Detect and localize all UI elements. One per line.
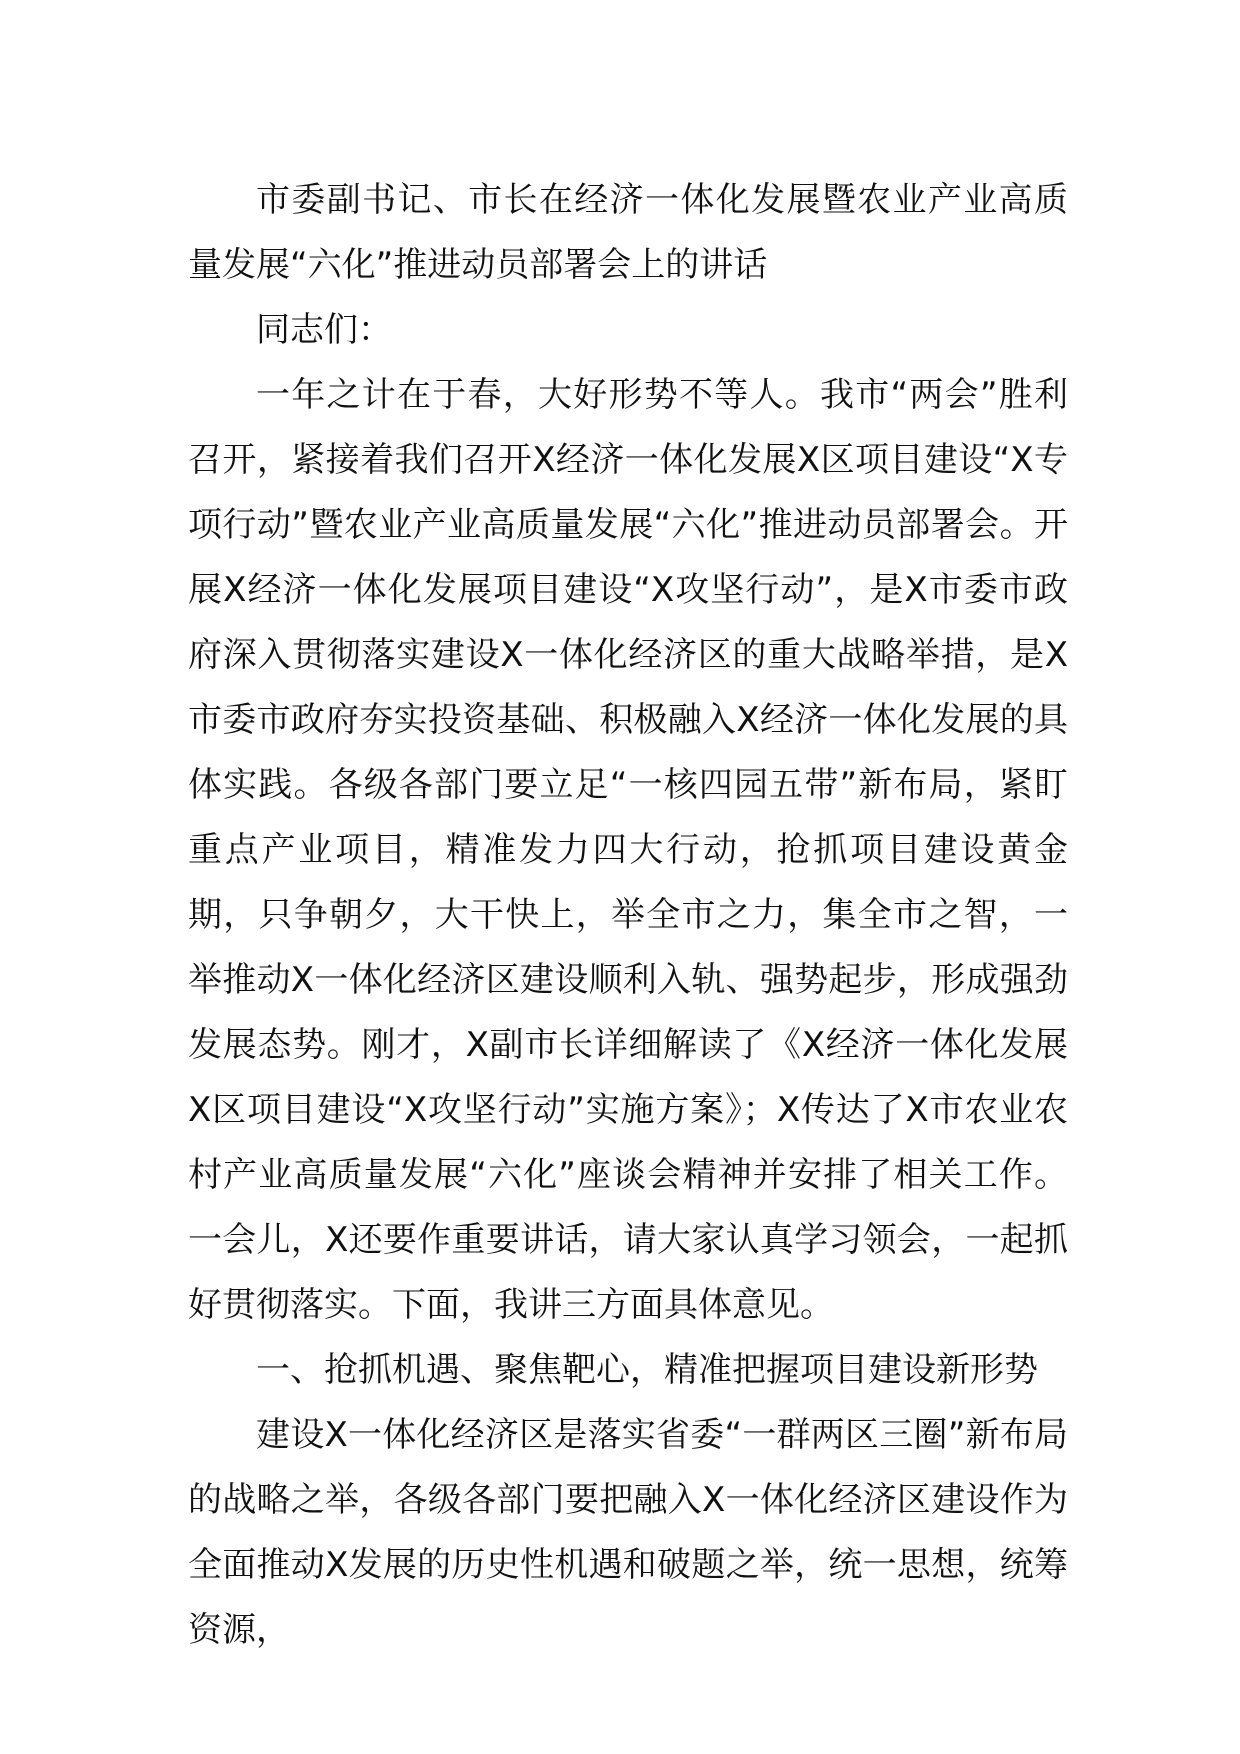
body-paragraph-opening: 一年之计在于春，大好形势不等人。我市“两会”胜利召开，紧接着我们召开X经济一体化发展X区项目建设“X专项行动”暨农业产业高质量发展“六化”推进动员部署会。开展X经济一体化发展项目建设“X攻坚行动”，是X市委市政府深入贯彻落实建设X一体化经济区的重大战略举措，是X市委市政府夯实投资基础、积极融入X经济一体化发展的具体实践。各级各部门要立足“一核四园五带”新布局，紧盯重点产业项目，精准发力四大行动，抢抓项目建设黄金期，只争朝夕，大干快上，举全市之力，集全市之智，一举推动X一体化经济区建设顺利入轨、强势起步，形成强劲发展态势。刚才，X副市长详细解读了《X经济一体化发展X区项目建设“X攻坚行动”实施方案》；X传达了X市农业农村产业高质量发展“六化”座谈会精神并安排了相关工作。一会儿，X还要作重要讲话，请大家认真学习领会，一起抓好贯彻落实。下面，我讲三方面具体意见。 (188, 375, 1068, 1325)
document-body (188, 168, 1068, 1663)
section-heading-one: 一、抢抓机遇、聚焦靶心，精准把握项目建设新形势 (256, 1350, 1038, 1390)
salutation: 同志们： (256, 310, 392, 350)
document-title: 市委副书记、市长在经济一体化发展暨农业产业高质量发展“六化”推进动员部署会上的讲话 (188, 180, 1068, 285)
body-paragraph-section-one: 建设X一体化经济区是落实省委“一群两区三圈”新布局的战略之举，各级各部门要把融入X一体化经济区建设作为全面推动X发展的历史性机遇和破题之举，统一思想，统筹资源， (188, 1415, 1068, 1650)
